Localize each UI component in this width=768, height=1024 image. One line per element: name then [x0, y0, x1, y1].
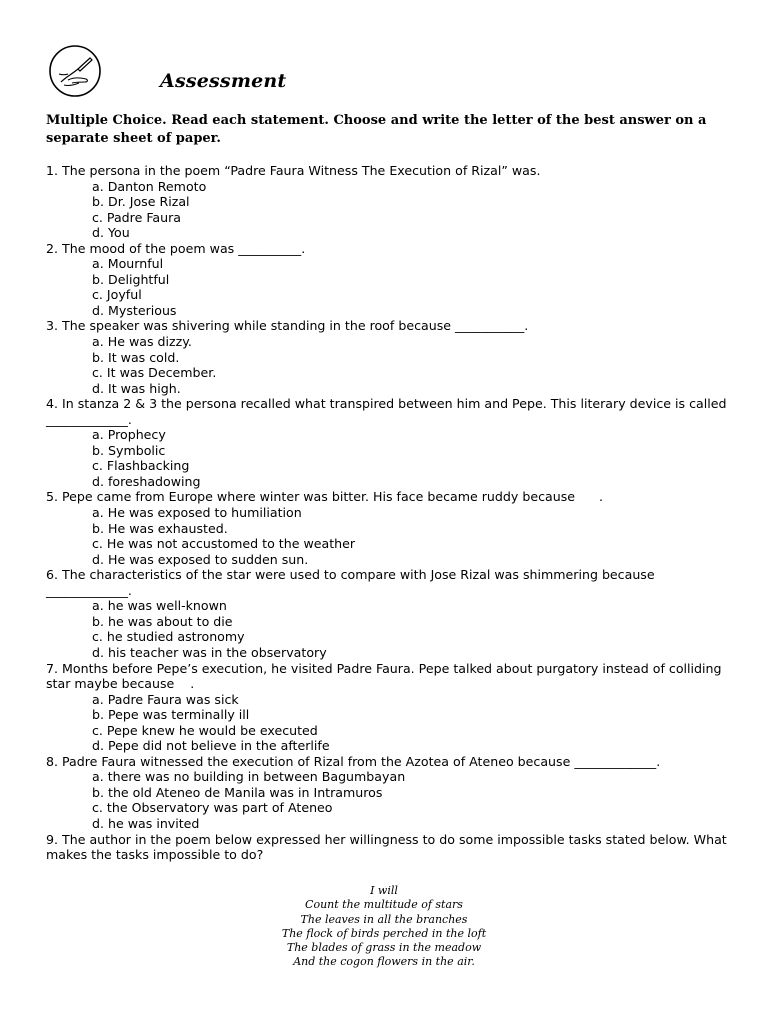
- poem-line: I will: [370, 884, 398, 897]
- choice-d: d. He was exposed to sudden sun.: [92, 551, 309, 567]
- choice-c: c. He was not accustomed to the weather: [92, 536, 356, 552]
- question-text: 4. In stanza 2 & 3 the persona recalled what transpired between him and Pepe. This literary device is called _____________.: [46, 396, 731, 427]
- choice-b: b. He was exhausted.: [92, 520, 228, 536]
- question-text: 2. The mood of the poem was __________.: [46, 240, 306, 256]
- choice-a: a. He was exposed to humiliation: [92, 505, 302, 521]
- question-9: [46, 832, 736, 863]
- choice-a: a. there was no building in between Bagumbayan: [92, 769, 406, 785]
- choice-d: d. he was invited: [92, 815, 200, 831]
- choice-c: c. the Observatory was part of Ateneo: [92, 800, 333, 816]
- choice-b: b. Dr. Jose Rizal: [92, 194, 190, 210]
- choice-a: a. he was well-known: [92, 598, 227, 614]
- question-6: [46, 567, 736, 660]
- poem-line: And the cogon flowers in the air.: [293, 955, 475, 969]
- choice-c: c. Joyful: [92, 287, 142, 303]
- question-text: 6. The characteristics of the star were used to compare with Jose Rizal was shimmering because _____________.: [46, 567, 659, 598]
- choice-b: b. Pepe was terminally ill: [92, 707, 250, 723]
- choice-d: d. foreshadowing: [92, 473, 201, 489]
- choice-a: a. Prophecy: [92, 427, 166, 443]
- choice-c: c. It was December.: [92, 365, 217, 381]
- question-5: [46, 489, 736, 567]
- question-1: [46, 163, 736, 241]
- choice-a: a. Padre Faura was sick: [92, 691, 239, 707]
- choice-b: b. Delightful: [92, 271, 170, 287]
- choice-b: b. Symbolic: [92, 442, 166, 458]
- hand-writing-icon: [48, 44, 102, 98]
- question-text: 3. The speaker was shivering while standing in the roof because ___________.: [46, 318, 529, 334]
- page-title: Assessment: [160, 70, 287, 92]
- question-text: 7. Months before Pepe’s execution, he visited Padre Faura. Pepe talked about purgatory instead of colliding star maybe because .: [46, 660, 726, 692]
- poem-line: The leaves in all the branches: [300, 912, 468, 926]
- question-7: [46, 661, 736, 754]
- choice-a: a. Mournful: [92, 256, 164, 272]
- poem-line: Count the multitude of stars: [305, 898, 463, 912]
- choice-d: d. It was high.: [92, 380, 181, 396]
- question-8: [46, 754, 736, 832]
- choice-a: a. Danton Remoto: [92, 178, 207, 194]
- choice-c: c. he studied astronomy: [92, 629, 245, 645]
- choice-d: d. Pepe did not believe in the afterlife: [92, 738, 330, 754]
- question-2: [46, 241, 736, 319]
- instructions-text: Multiple Choice. Read each statement. Choose and write the letter of the best answer on a separate sheet of paper.: [46, 113, 707, 146]
- choice-a: a. He was dizzy.: [92, 334, 192, 350]
- choice-d: d. You: [92, 225, 130, 241]
- choice-b: b. It was cold.: [92, 349, 180, 365]
- choice-c: c. Pepe knew he would be executed: [92, 722, 318, 738]
- poem-excerpt: [0, 884, 768, 970]
- poem-line: The flock of birds perched in the loft: [281, 926, 487, 940]
- question-text: 8. Padre Faura witnessed the execution of Rizal from the Azotea of Ateneo because _____________.: [46, 753, 661, 769]
- choice-b: b. the old Ateneo de Manila was in Intramuros: [92, 784, 383, 800]
- poem-line: The blades of grass in the meadow: [286, 941, 482, 955]
- choice-b: b. he was about to die: [92, 613, 233, 629]
- question-list: [46, 163, 736, 863]
- choice-d: d. his teacher was in the observatory: [92, 644, 327, 660]
- question-text: 5. Pepe came from Europe where winter was bitter. His face became ruddy because .: [46, 489, 604, 505]
- question-4: [46, 396, 736, 489]
- question-text: 9. The author in the poem below expressed her willingness to do some impossible tasks stated below. What makes the tasks impossible to do?: [46, 831, 731, 863]
- choice-c: c. Flashbacking: [92, 458, 190, 474]
- choice-c: c. Padre Faura: [92, 209, 182, 225]
- question-3: [46, 318, 736, 396]
- choice-d: d. Mysterious: [92, 302, 177, 318]
- question-text: 1. The persona in the poem “Padre Faura Witness The Execution of Rizal” was.: [46, 163, 541, 178]
